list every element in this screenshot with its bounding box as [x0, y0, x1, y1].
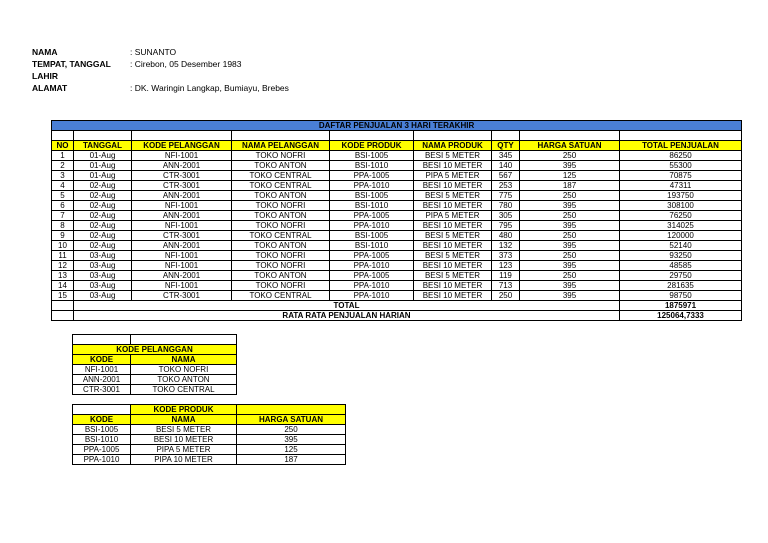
table-cell: BSI-1010 — [330, 241, 414, 251]
table-cell: 02-Aug — [74, 181, 132, 191]
table-cell: 713 — [492, 281, 520, 291]
table-cell: PIPA 5 METER — [414, 211, 492, 221]
column-header: KODE — [73, 415, 131, 425]
table-cell: 1 — [52, 151, 74, 161]
table-cell: 395 — [520, 281, 620, 291]
info-row — [32, 82, 289, 94]
total-value: 1875971 — [620, 301, 742, 311]
table-cell: TOKO CENTRAL — [131, 385, 237, 395]
table-cell: BESI 5 METER — [414, 151, 492, 161]
table-cell: TOKO CENTRAL — [232, 181, 330, 191]
table-cell: TOKO CENTRAL — [232, 171, 330, 181]
column-header: KODE PELANGGAN — [132, 141, 232, 151]
empty-cell — [414, 131, 492, 141]
table-cell: 02-Aug — [74, 191, 132, 201]
column-header: KODE PRODUK — [330, 141, 414, 151]
table-cell: TOKO NOFRI — [232, 281, 330, 291]
empty-cell — [237, 405, 346, 415]
table-cell: 395 — [520, 221, 620, 231]
table-cell: 395 — [520, 241, 620, 251]
table-row — [73, 445, 346, 455]
column-header: HARGA SATUAN — [520, 141, 620, 151]
info-label: ALAMAT — [32, 83, 68, 93]
table-cell: 11 — [52, 251, 74, 261]
table-cell: BESI 5 METER — [414, 191, 492, 201]
table-cell: TOKO NOFRI — [232, 251, 330, 261]
table-cell: 250 — [492, 291, 520, 301]
table-cell: 395 — [520, 291, 620, 301]
empty-cell — [492, 131, 520, 141]
table-cell: BSI-1005 — [330, 191, 414, 201]
title-row — [52, 121, 742, 131]
table-row — [52, 221, 742, 231]
table-cell: 52140 — [620, 241, 742, 251]
table-cell: 140 — [492, 161, 520, 171]
table-cell: 12 — [52, 261, 74, 271]
column-header: KODE — [73, 355, 131, 365]
empty-cell — [52, 131, 74, 141]
table-cell: TOKO ANTON — [232, 191, 330, 201]
table-cell: PPA-1010 — [330, 221, 414, 231]
sales-table-title: DAFTAR PENJUALAN 3 HARI TERAKHIR — [52, 121, 742, 131]
table-cell: BSI-1010 — [330, 161, 414, 171]
column-header: NAMA PRODUK — [414, 141, 492, 151]
table-cell: 567 — [492, 171, 520, 181]
table-cell: ANN-2001 — [73, 375, 131, 385]
table-cell: BESI 5 METER — [131, 425, 237, 435]
table-cell: 98750 — [620, 291, 742, 301]
table-cell: 01-Aug — [74, 161, 132, 171]
table-row — [52, 241, 742, 251]
table-cell: 3 — [52, 171, 74, 181]
title-row — [73, 405, 346, 415]
spacer-row — [73, 335, 237, 345]
table-cell: PIPA 5 METER — [131, 445, 237, 455]
table-cell: PIPA 10 METER — [131, 455, 237, 465]
info-label: TEMPAT, TANGGAL LAHIR — [32, 59, 111, 81]
customer-code-table — [72, 334, 237, 395]
table-row — [52, 181, 742, 191]
table-cell: BESI 10 METER — [414, 221, 492, 231]
table-cell: TOKO ANTON — [232, 211, 330, 221]
table-cell: BSI-1005 — [73, 425, 131, 435]
table-cell: 03-Aug — [74, 271, 132, 281]
table-cell: BESI 10 METER — [414, 291, 492, 301]
table-cell: 187 — [237, 455, 346, 465]
average-value: 125064,7333 — [620, 311, 742, 321]
column-header: NAMA — [131, 415, 237, 425]
empty-cell — [74, 131, 132, 141]
table-cell: 02-Aug — [74, 211, 132, 221]
info-label: NAMA — [32, 47, 58, 57]
table-cell: 03-Aug — [74, 291, 132, 301]
table-cell: PPA-1010 — [330, 281, 414, 291]
table-cell: PPA-1005 — [330, 251, 414, 261]
table-row — [73, 385, 237, 395]
table-cell: 9 — [52, 231, 74, 241]
column-header: NO — [52, 141, 74, 151]
table-cell: 70875 — [620, 171, 742, 181]
table-cell: 395 — [520, 201, 620, 211]
table-cell: 314025 — [620, 221, 742, 231]
table-cell: CTR-3001 — [132, 171, 232, 181]
table-row — [52, 261, 742, 271]
table-cell: 47311 — [620, 181, 742, 191]
column-header: NAMA PELANGGAN — [232, 141, 330, 151]
product-table-title: KODE PRODUK — [131, 405, 237, 415]
table-row — [52, 201, 742, 211]
table-cell: 132 — [492, 241, 520, 251]
table-cell: 93250 — [620, 251, 742, 261]
table-cell: BESI 10 METER — [414, 241, 492, 251]
total-label: TOTAL — [74, 301, 620, 311]
table-cell: BESI 5 METER — [414, 231, 492, 241]
table-cell: 6 — [52, 201, 74, 211]
table-row — [52, 161, 742, 171]
empty-cell — [232, 131, 330, 141]
product-code-table — [72, 404, 346, 465]
table-cell: PPA-1005 — [330, 211, 414, 221]
average-row — [52, 311, 742, 321]
table-cell: TOKO CENTRAL — [232, 231, 330, 241]
table-cell: 250 — [520, 271, 620, 281]
table-cell: 03-Aug — [74, 251, 132, 261]
table-row — [52, 191, 742, 201]
table-cell: 13 — [52, 271, 74, 281]
table-cell: 02-Aug — [74, 231, 132, 241]
table-cell: BSI-1005 — [330, 231, 414, 241]
table-cell: 55300 — [620, 161, 742, 171]
table-cell: 76250 — [620, 211, 742, 221]
table-cell: ANN-2001 — [132, 211, 232, 221]
empty-cell — [131, 335, 237, 345]
table-row — [52, 211, 742, 221]
column-header: HARGA SATUAN — [237, 415, 346, 425]
table-cell: 119 — [492, 271, 520, 281]
table-cell: TOKO ANTON — [232, 161, 330, 171]
table-cell: 2 — [52, 161, 74, 171]
table-cell: TOKO ANTON — [232, 271, 330, 281]
empty-cell — [52, 301, 74, 311]
table-cell: PPA-1005 — [330, 171, 414, 181]
table-cell: 281635 — [620, 281, 742, 291]
table-cell: CTR-3001 — [132, 181, 232, 191]
table-cell: 308100 — [620, 201, 742, 211]
table-cell: 395 — [520, 161, 620, 171]
table-cell: 15 — [52, 291, 74, 301]
empty-cell — [330, 131, 414, 141]
table-row — [73, 365, 237, 375]
table-cell: CTR-3001 — [73, 385, 131, 395]
table-cell: PIPA 5 METER — [414, 171, 492, 181]
table-cell: 345 — [492, 151, 520, 161]
table-cell: PPA-1005 — [330, 271, 414, 281]
table-row — [73, 435, 346, 445]
sales-table — [51, 120, 742, 321]
table-cell: BSI-1005 — [330, 151, 414, 161]
table-cell: 86250 — [620, 151, 742, 161]
table-cell: 01-Aug — [74, 171, 132, 181]
table-cell: NFI-1001 — [132, 261, 232, 271]
table-cell: 120000 — [620, 231, 742, 241]
table-row — [52, 171, 742, 181]
table-cell: ANN-2001 — [132, 241, 232, 251]
table-cell: NFI-1001 — [132, 221, 232, 231]
table-cell: BESI 10 METER — [414, 281, 492, 291]
table-cell: 187 — [520, 181, 620, 191]
empty-cell — [73, 335, 131, 345]
empty-cell — [620, 131, 742, 141]
empty-cell — [132, 131, 232, 141]
table-cell: 8 — [52, 221, 74, 231]
table-row — [73, 375, 237, 385]
table-cell: 250 — [520, 191, 620, 201]
total-row — [52, 301, 742, 311]
table-cell: PPA-1010 — [73, 455, 131, 465]
table-cell: TOKO CENTRAL — [232, 291, 330, 301]
table-cell: BESI 10 METER — [414, 261, 492, 271]
table-cell: ANN-2001 — [132, 191, 232, 201]
table-cell: 253 — [492, 181, 520, 191]
table-cell: 02-Aug — [74, 221, 132, 231]
info-row — [32, 58, 289, 82]
table-cell: NFI-1001 — [132, 281, 232, 291]
customer-table-title: KODE PELANGGAN — [73, 345, 237, 355]
table-cell: 395 — [237, 435, 346, 445]
table-cell: 250 — [520, 251, 620, 261]
table-cell: PPA-1010 — [330, 291, 414, 301]
table-cell: TOKO NOFRI — [232, 221, 330, 231]
table-row — [52, 271, 742, 281]
table-cell: TOKO NOFRI — [131, 365, 237, 375]
table-cell: BESI 5 METER — [414, 271, 492, 281]
table-cell: 14 — [52, 281, 74, 291]
table-cell: 29750 — [620, 271, 742, 281]
table-cell: 125 — [520, 171, 620, 181]
table-cell: TOKO NOFRI — [232, 201, 330, 211]
table-row — [52, 251, 742, 261]
table-cell: TOKO ANTON — [232, 241, 330, 251]
column-header: TOTAL PENJUALAN — [620, 141, 742, 151]
table-cell: PPA-1010 — [330, 261, 414, 271]
info-value: : SUNANTO — [130, 47, 177, 57]
table-cell: TOKO NOFRI — [232, 261, 330, 271]
average-label: RATA RATA PENJUALAN HARIAN — [74, 311, 620, 321]
table-cell: NFI-1001 — [73, 365, 131, 375]
spacer-row — [52, 131, 742, 141]
table-cell: 775 — [492, 191, 520, 201]
header-row — [73, 355, 237, 365]
table-cell: 395 — [520, 261, 620, 271]
table-row — [73, 425, 346, 435]
info-value: : DK. Waringin Langkap, Bumiayu, Brebes — [130, 83, 289, 93]
table-cell: 250 — [520, 231, 620, 241]
table-cell: 7 — [52, 211, 74, 221]
table-cell: TOKO ANTON — [131, 375, 237, 385]
table-cell: 4 — [52, 181, 74, 191]
table-row — [73, 455, 346, 465]
info-value: : Cirebon, 05 Desember 1983 — [130, 59, 242, 69]
table-cell: 02-Aug — [74, 201, 132, 211]
table-cell: 373 — [492, 251, 520, 261]
table-cell: 48585 — [620, 261, 742, 271]
table-cell: 780 — [492, 201, 520, 211]
table-cell: 01-Aug — [74, 151, 132, 161]
table-cell: NFI-1001 — [132, 201, 232, 211]
table-cell: 250 — [520, 151, 620, 161]
title-row — [73, 345, 237, 355]
table-cell: 480 — [492, 231, 520, 241]
table-cell: 5 — [52, 191, 74, 201]
table-cell: 795 — [492, 221, 520, 231]
table-cell: BESI 10 METER — [414, 181, 492, 191]
table-cell: 193750 — [620, 191, 742, 201]
table-cell: ANN-2001 — [132, 271, 232, 281]
table-cell: BESI 10 METER — [131, 435, 237, 445]
column-header: TANGGAL — [74, 141, 132, 151]
table-row — [52, 281, 742, 291]
table-cell: 123 — [492, 261, 520, 271]
table-cell: 250 — [520, 211, 620, 221]
table-cell: NFI-1001 — [132, 151, 232, 161]
table-cell: TOKO NOFRI — [232, 151, 330, 161]
table-cell: 250 — [237, 425, 346, 435]
table-cell: 125 — [237, 445, 346, 455]
table-cell: 10 — [52, 241, 74, 251]
table-cell: CTR-3001 — [132, 291, 232, 301]
table-cell: BESI 5 METER — [414, 251, 492, 261]
table-row — [52, 291, 742, 301]
table-cell: BSI-1010 — [73, 435, 131, 445]
table-cell: NFI-1001 — [132, 251, 232, 261]
table-cell: 03-Aug — [74, 261, 132, 271]
table-cell: ANN-2001 — [132, 161, 232, 171]
table-cell: BSI-1010 — [330, 201, 414, 211]
empty-cell — [73, 405, 131, 415]
column-header: NAMA — [131, 355, 237, 365]
empty-cell — [520, 131, 620, 141]
table-row — [52, 151, 742, 161]
table-cell: PPA-1005 — [73, 445, 131, 455]
personal-info — [32, 46, 289, 94]
table-cell: 305 — [492, 211, 520, 221]
table-row — [52, 231, 742, 241]
table-cell: 02-Aug — [74, 241, 132, 251]
header-row — [52, 141, 742, 151]
info-row — [32, 46, 289, 58]
table-cell: BESI 10 METER — [414, 201, 492, 211]
table-cell: BESI 10 METER — [414, 161, 492, 171]
table-cell: PPA-1010 — [330, 181, 414, 191]
column-header: QTY — [492, 141, 520, 151]
table-cell: 03-Aug — [74, 281, 132, 291]
table-cell: CTR-3001 — [132, 231, 232, 241]
header-row — [73, 415, 346, 425]
empty-cell — [52, 311, 74, 321]
